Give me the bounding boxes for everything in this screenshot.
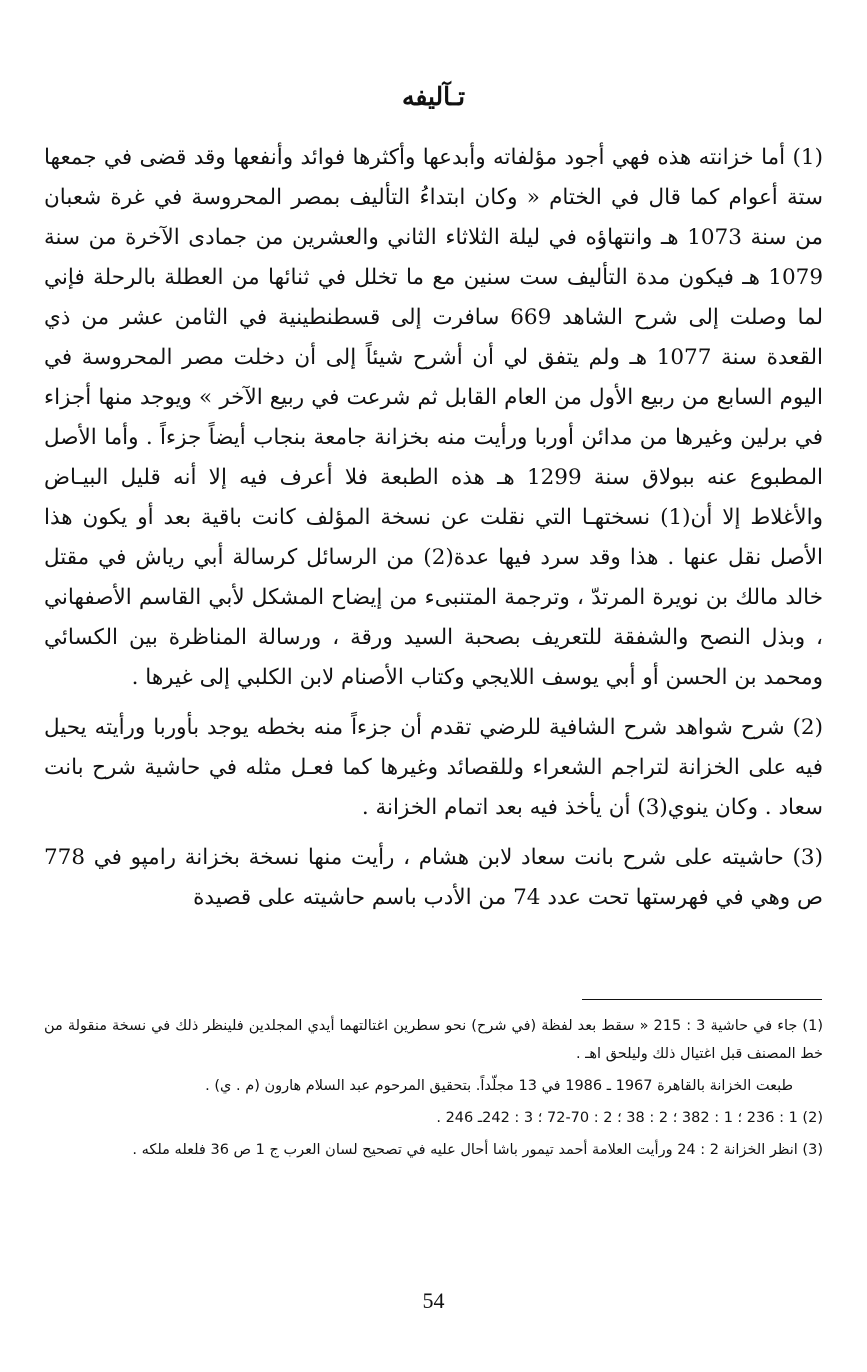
paragraph-1: (1) أما خزانته هذه فهي أجود مؤلفاته وأبدعها وأكثرها فوائد وأنفعها وقد قضى في جمعها ستة أعوام كما قال في الختام « وكان ابتداءُ التأليف بمصر المحروسة في غرة شعبان من سنة 1073 هـ وانتهاؤه في ليلة الثلاثاء الثاني والعشرين من جمادى الآخرة من سنة 1079 هـ فيكون مدة التأليف ست سنين مع ما تخلل في ثنائها من العطلة بالرحلة فإني لما وصلت إلى شرح الشاهد 669 سافرت إلى قسطنطينية في الثامن عشر من ذي القعدة سنة 1077 هـ ولم يتفق لي أن أشرح شيئاً إلى أن دخلت مصر المحروسة في اليوم السابع من ربيع الأول من العام القابل ثم شرعت في ربيع الآخر » ويوجد منها أجزاء في برلين وغيرها من مدائن أوربا ورأيت منه بخزانة جامعة بنجاب أيضاً جزءاً . وأما الأصل المطبوع عنه ببولاق سنة 1299 هـ هذه الطبعة فلا أعرف فيه إلا أنه قليل البيـاض والأغلاط إلا أن(1) نسختهـا التي نقلت عن نسخة المؤلف كانت باقية بعد أو يكون هذا الأصل نقل عنها . هذا وقد سرد فيها عدة(2) من الرسائل كرسالة أبي رياش في مقتل خالد مالك بن نويرة المرتدّ ، وترجمة المتنبىء من إيضاح المشكل لأبي القاسم الأصفهاني ، وبذل النصح والشفقة للتعريف بصحبة السيد ورقة ، ورسالة المناظرة بين الكسائي ومحمد بن الحسن أو أبي يوسف اللايجي وكتاب الأصنام لابن الكلبي إلى غيرها . [44, 145, 823, 690]
footnote-editor-note: طبعت الخزانة بالقاهرة 1967 ـ 1986 في 13 مجلّداً. بتحقيق المرحوم عبد السلام هارون (م . ي) . [205, 1078, 793, 1094]
main-text [44, 138, 823, 928]
footnote-1: (1) جاء في حاشية 3 : 215 « سقط بعد لفظة (في شرح) نحو سطرين اغتالتهما أيدي المجلدين فلينظر ذلك في نسخة منقولة من خط المصنف قبل اغتيال ذلك وليلحق اهـ . [44, 1018, 823, 1062]
paragraph-2: (2) شرح شواهد شرح الشافية للرضي تقدم أن جزءاً منه بخطه يوجد بأوربا ورأيته يحيل فيه على الخزانة لتراجم الشعراء وللقصائد وغيرها كما فعـل مثله في حاشية شرح بانت سعاد . وكان ينوي(3) أن يأخذ فيه بعد اتمام الخزانة . [44, 715, 823, 820]
footnote-3: (3) انظر الخزانة 2 : 24 ورأيت العلامة أحمد تيمور باشا أحال عليه في تصحيح لسان العرب ج 1 ص 36 فلعله ملكه . [132, 1142, 823, 1158]
footnote-divider [582, 999, 822, 1000]
footnotes [44, 1012, 823, 1168]
footnote-2: (2) 1 : 236 ؛ 1 : 382 ؛ 2 : 38 ؛ 2 : 70-72 ؛ 3 : 242ـ 246 . [436, 1110, 823, 1126]
section-heading: تـآليفه [401, 82, 466, 111]
paragraph-3: (3) حاشيته على شرح بانت سعاد لابن هشام ، رأيت منها نسخة بخزانة رامپو في 778 ص وهي في فهرستها تحت عدد 74 من الأدب باسم حاشيته على قصيدة [44, 845, 823, 910]
page-number: 54 [422, 1288, 445, 1313]
